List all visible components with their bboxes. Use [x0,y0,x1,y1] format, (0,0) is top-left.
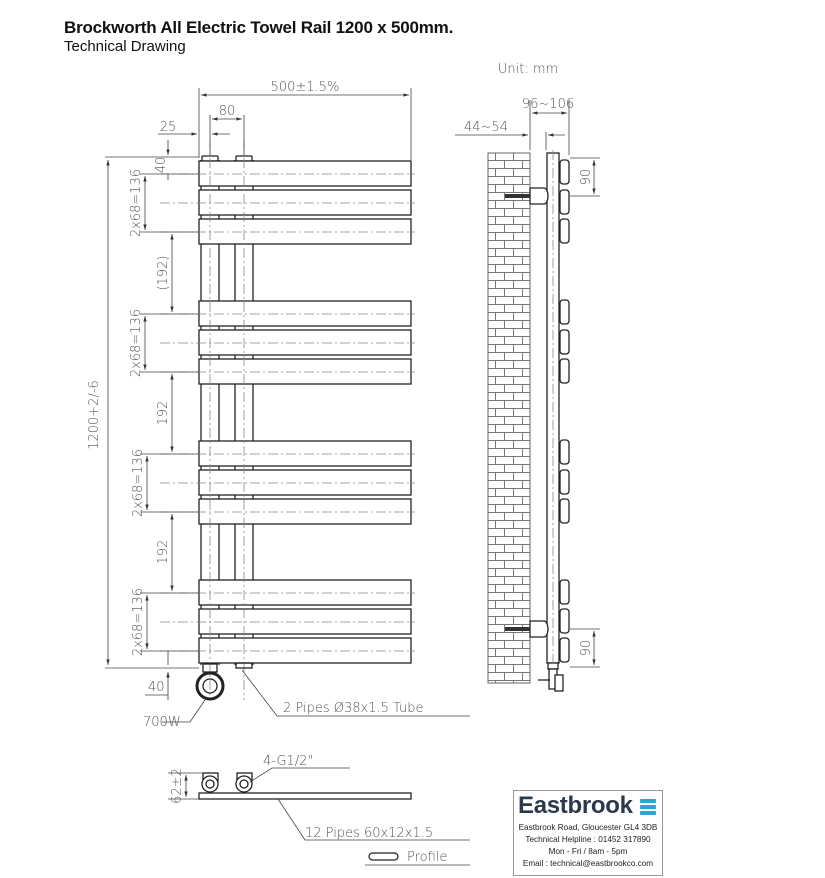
profile-icon [369,853,398,860]
connection-label: 4-G1/2" [263,754,314,769]
element-label: 700W [143,715,181,730]
bracket-top-dimension: 90 [579,168,594,186]
gap-dimension-3: 192 [156,539,171,565]
profile-label: Profile [407,850,448,865]
group-dimension-4: 2x68=136 [131,587,146,657]
gap-dimension-1: (192) [156,255,171,291]
side-view [488,150,569,691]
group-dimension-1: 2x68=136 [129,168,144,238]
pipe-label: 2 Pipes Ø38x1.5 Tube [283,701,424,716]
drawing-title: Brockworth All Electric Towel Rail 1200 x 500mm. [64,18,454,37]
top-offset-dimension: 40 [154,156,169,174]
bars-label: 12 Pipes 60x12x1.5 [305,826,434,841]
heating-element-side [538,663,563,691]
company-hours: Mon - Fri / 8am - 5pm [548,847,628,856]
top-view [199,773,411,799]
pipe-spacing-dimension: 80 [218,104,236,119]
unit-label: Unit: mm [497,62,559,77]
wall-icon [488,153,530,683]
depth-dimension: 96~106 [521,97,575,112]
top-height-dimension: 62±2 [170,768,185,804]
group-dimension-2: 2x68=136 [129,308,144,378]
bottom-offset-dimension: 40 [148,680,165,695]
company-helpline: Technical Helpline : 01452 317890 [525,835,651,844]
width-dimension: 500±1.5% [270,80,340,95]
flat-bars [199,161,411,663]
company-info-box [513,790,663,876]
drawing-subtitle: Technical Drawing [64,38,186,55]
gap-dimension-2: 192 [156,400,171,426]
front-view [160,140,415,700]
pipe-offset-dimension: 25 [159,120,177,135]
company-address: Eastbrook Road, Gloucester GL4 3DB [518,823,658,832]
company-logo: Eastbrook [518,792,633,819]
company-email: Email : technical@eastbrookco.com [522,859,654,868]
bar-profiles [560,160,569,662]
wall-distance-dimension: 44~54 [464,120,508,135]
group-dimension-3: 2x68=136 [131,448,146,518]
logo-wave-icon [640,799,656,817]
bracket-bottom-dimension: 90 [579,639,594,657]
height-dimension: 1200+2/-6 [87,380,102,450]
